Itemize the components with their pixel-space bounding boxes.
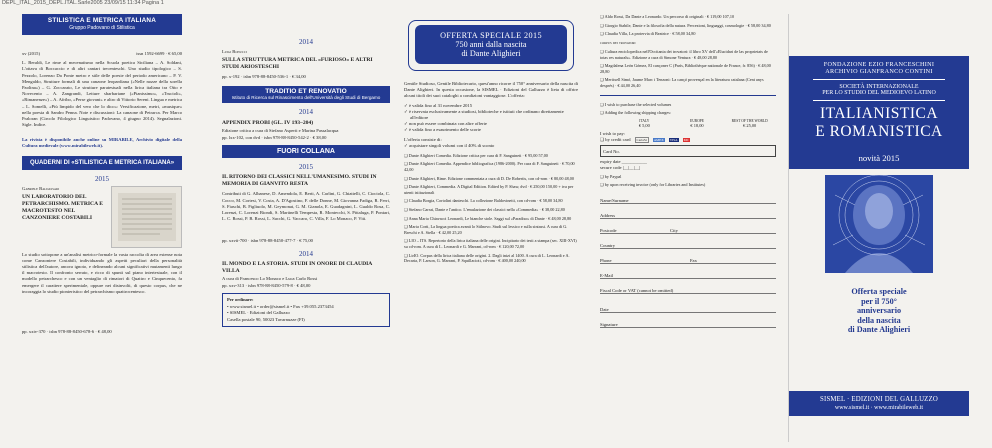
issue-issn: issn 1592-6699 · € 65,00 <box>136 51 182 56</box>
invoice-checkbox[interactable]: ❑ by upon receiving invoice (only for Libraries and Institutes) <box>600 182 706 188</box>
purchase-checkbox[interactable]: ❑ I wish to purchase the selected volumes <box>600 101 672 107</box>
list-item[interactable]: ❑ Dante Alighieri Comedia. Appendice bibliografica (1986-2000). Per cura di F. Sanguineti · € 70,00 42,00 <box>404 161 575 172</box>
list-item[interactable]: ❑ Aldo Rossi, Da Dante a Leonardo. Un percorso di originali · € 119,00 107,10 <box>600 14 735 19</box>
bonucci-title: SULLA STRUTTURA METRICA DEL «FURIOSO» E ALTRI STUDI ARIOSTESCHI <box>222 57 373 71</box>
appendix-subtitle: Edizione critica a cura di Stefano Asperti e Marina Passalacqua <box>222 128 339 133</box>
year-heading-a: 2014 <box>299 38 313 46</box>
date-label: Date <box>600 306 609 312</box>
traditio-box <box>222 86 390 103</box>
list-item[interactable]: ❑ Dante Alighieri Comedia. Edizione critica per cura di F. Sanguineti · € 95,00 57,00 <box>404 152 548 158</box>
stilistica-title-box <box>22 14 182 35</box>
cover-footer <box>789 391 969 416</box>
cover-title-2: E ROMANISTICA <box>815 123 943 140</box>
date-field[interactable] <box>600 300 776 313</box>
fuori-collana-title: FUORI COLLANA <box>277 148 335 156</box>
list-item[interactable]: ❑ Maria Corti, La lingua poetica avanti lo Stilnovo. Studi sul lessico e sulla sintassi. A cura di G. Breschi e A. Stella · € 42,00 25,20 <box>404 224 568 235</box>
fax-label: Fax <box>690 257 697 263</box>
address-label: Address <box>600 212 616 218</box>
offer-anniversary: 750 anni dalla nascita <box>455 40 527 49</box>
traditio-title: TRADITIO ET RENOVATIO <box>265 88 347 96</box>
book-title: UN LABORATORIO DEL PETRARCHISMO. METRICA E MACROTESTO NEL CANZONIERE COSTABILI <box>22 193 103 221</box>
name-field[interactable] <box>600 191 776 204</box>
card-logo: AMEX <box>653 138 664 143</box>
fuori-collana-box <box>222 145 390 158</box>
ship-value-europe[interactable]: € 18,00 <box>690 122 704 128</box>
pay-label: I wish to pay: <box>600 130 626 136</box>
list-item[interactable]: ❑ Dante Alighieri, Rime. Edizione commentata a cura di D. De Robertis, con cd-rom · € 80,00 48,00 <box>404 175 574 181</box>
bonucci-meta: pp. x-192 · isbn 978-88-8450-536-1 · € 34,00 <box>222 74 306 80</box>
appendix-meta: pp. lxx-102, con dvd · isbn 978-88-8450-542-2 · € 38,00 <box>222 135 327 141</box>
offer-condition-2: ✓ è riservata esclusivamente a studiosi, biblioteche e istituti che ordinano direttamente all'editore <box>404 108 564 120</box>
list-item[interactable]: ❑ Giorgio Stabile, Dante e la filosofia della natura. Percezioni, linguaggi, cosmologie · € 58,00 34,80 <box>600 22 771 28</box>
order-box <box>222 293 390 327</box>
offer-title: OFFERTA SPECIALE 2015 <box>440 31 542 40</box>
list-item[interactable]: ❑ Magdalena León Gómez, El cançoner C (París, Bibliothèque nationale de France, fr. 856) · € 48,00 28,80 <box>600 63 771 74</box>
list-item[interactable]: ❑ Cultura enciclopedica nell'Occitania dei trovatori: il libro XV dell'«Elucidari de las proprietats de totas res naturals». Edizione a cura di Simone Ventura · € 48,00 28,80 <box>600 48 768 60</box>
country-field[interactable] <box>600 236 776 249</box>
address-field[interactable] <box>600 206 776 219</box>
traditio-subtitle: Istituto di Ricerca sul Rinascimento dell'Università degli Studi di Bergamo <box>231 95 381 101</box>
list-item[interactable]: ❑ Meritxell Simó, Jaume Marc i Tenzoni: La cançó provençal en la literatura catalana (Cent anys després) · € 44,00 26,40 <box>600 77 764 88</box>
classici-contributors: Contributi di G. Albanese, D. Amendola, E. Berti, A. Carlini, G. Chiattelli, C. Ciociola, C. Cocco, M. Cortesi, V. Costa, A. D'Agostino, F. delle Donne, M. Giovanna Fadiga, R. Ferri, S. Fiaschi, B. Figliuolo, M. Geymonat, G. M. Gianola, E. Guadagnini, L. Gualdo Rosa, C. Lorenzi, C. Lorenzi Biondi, S. Martinelli Tempesta, R. Montecchi, S. Pittaluga, P. Pontari, L. C. Rossi, P. B. Rossi, L. Sacchi, G. Vaccaro, C. Villa, F. Lo Monaco, P. Viti. <box>222 191 390 222</box>
city-label: City <box>670 227 678 233</box>
offer-banner-inner <box>415 25 567 64</box>
quaderni-title: QUADERNI DI «STILISTICA E METRICA ITALIANA» <box>29 159 175 166</box>
quaderni-title-box <box>22 156 182 170</box>
corpus-heading: corpus dei trovatori <box>600 39 636 45</box>
cover-offer-line-3: anniversario <box>856 306 902 316</box>
list-item[interactable]: ❑ Anna Maria Chiavacci Leonardi, Le bianche stole. Saggi sul «Paradiso» di Dante · € 48,00 28,80 <box>404 215 572 221</box>
book-cover-image <box>111 186 182 248</box>
offer-condition-3: ✓ non può essere combinata con altre offerte <box>404 120 487 126</box>
foundation-line-1: FONDAZIONE EZIO FRANCESCHINI <box>823 61 935 68</box>
offer-discount: ✓ acquistare singoli volumi con il 40% di sconto <box>404 142 495 148</box>
offer-banner <box>408 20 574 71</box>
order-publisher: • SISMEL · Edizioni del Galluzzo <box>227 310 290 316</box>
ship-value-italy[interactable]: € 5,00 <box>638 122 650 128</box>
postcode-label: Postcode <box>600 227 617 233</box>
fiscal-code-field[interactable] <box>600 281 776 294</box>
book-description: Lo studio sottopone a un'analisi metrico-formale la vasta raccolta di area estense nota come Canzoniere Costabili, individuando gli aspetti peculiari della personalità stilistica dell'autore, ancora ignoto, e delineando alcuni significativi mutamenti lungo il macrotesto. Il confronto serrato, e ricco di spunti sul piano intertestuale, con il modello petrarchesco e con un ventaglio di rimatori di Quattro e Cinquecento, fa emergere il carattere sperimentale, oppure nei disinvolti, di questo corpus, che ne incoraggia lo studio pionieristico del petrarchismo quattrocentesco. <box>22 251 182 294</box>
publisher-websites[interactable]: www.sismel.it · www.mirabileweb.it <box>834 405 924 411</box>
email-field[interactable] <box>600 266 776 279</box>
email-label: E-Mail <box>600 272 614 278</box>
cover-offer-line-5: di Dante Alighieri <box>847 325 911 335</box>
shipping-table <box>618 119 776 128</box>
dante-portrait-icon <box>825 175 933 273</box>
manuscript-icon <box>112 187 182 247</box>
expiry-field[interactable]: expiry date ___________ <box>600 159 647 165</box>
year-heading-b: 2014 <box>299 108 313 116</box>
list-item[interactable]: ❑ LIO – ITS. Repertorio della lirica italiana delle origini. Incipitario dei testi a stampa (sec. XIII-XVI) su cd-rom. A cura di L. Leonardi e G. Marrani, cd-rom · € 120,00 72,00 <box>404 238 577 249</box>
shipping-checkbox[interactable]: ❑ Adding the following shipping charges: <box>600 110 672 116</box>
publisher-name: SISMEL · EDIZIONI DEL GALLUZZO <box>820 396 938 403</box>
phone-label: Phone <box>600 257 612 263</box>
society-line-1: SOCIETÀ INTERNAZIONALE <box>839 84 919 90</box>
cover-header <box>789 56 969 169</box>
pay-card-checkbox[interactable]: ❑ by credit card <box>600 136 631 142</box>
list-item[interactable]: ❑ Claudia Villa, La protervia di Beatrice · € 58,00 34,80 <box>600 31 696 37</box>
book-meta: pp. xxiv-370 · isbn 978-88-8450-678-6 · € 48,00 <box>22 328 112 334</box>
stilistica-title: STILISTICA E METRICA ITALIANA <box>47 17 157 24</box>
divider <box>600 95 776 96</box>
foundation-line-2: ARCHIVIO GIANFRANCO CONTINI <box>825 68 933 75</box>
cover-offer-text <box>789 287 969 335</box>
society-line-2: PER LO STUDIO DEL MEDIOEVO LATINO <box>822 90 936 96</box>
classici-title: IL RITORNO DEI CLASSICI NELL'UMANESIMO. STUDI IN MEMORIA DI GIANVITO RESTA <box>222 174 377 188</box>
column-cover <box>788 14 969 442</box>
ship-head-italy: ITALY <box>639 118 650 123</box>
offer-intro: Gentile Studioso, Gentile Bibliotecario, quest'anno ricorre il 750° anniversario della nascita di Dante Alighieri. In questa occasione, la SISMEL · Edizioni del Galluzzo è lieta di offrire alcuni titoli dei suoi cataloghi a condizioni vantaggiose. L'offerta: <box>404 81 578 99</box>
offer-dante: di Dante Alighieri <box>461 49 521 58</box>
signature-label: Signature <box>600 321 618 327</box>
cover-offer-line-2: per il 750° <box>861 296 897 306</box>
order-contacts[interactable]: • www.sismel.it • order@sismel.it • Fax +39.055.2373454 <box>227 304 334 310</box>
card-number-label: Card No. <box>603 148 620 154</box>
list-item[interactable]: ❑ LirIO. Corpus della lirica italiana delle origini. 2. Dagli inizi al 1400. A cura di L. Leonardi e A. Decaria, P. Larson, G. Marrani, P. Squillacioti, cd-rom · € 400,00 240,00 <box>404 252 570 264</box>
offer-condition-4: ✓ è valida fino a esaurimento delle scorte <box>404 126 481 132</box>
cover-title-1: ITALIANISTICA <box>819 105 939 122</box>
cover-offer-line-1: Offerta speciale <box>851 287 907 296</box>
ship-head-europe: EUROPE <box>690 118 704 123</box>
card-logo: VISA <box>669 138 678 143</box>
book-author: Gabriele Baldassari <box>22 185 60 191</box>
country-label: Country <box>600 242 616 248</box>
quaderni-year: 2015 <box>95 174 109 183</box>
column-offer <box>404 14 578 442</box>
cover-offer-line-4: della nascita <box>857 315 901 325</box>
order-address: Casella postale 90, 50023 Tavarnuzze (FI) <box>227 316 305 322</box>
ship-head-world: REST OF THE WORLD <box>731 118 768 123</box>
year-heading-c: 2015 <box>299 163 313 172</box>
stilistica-subtitle: Gruppo Padovano di Stilistica <box>69 25 135 31</box>
bonucci-author: Luigi Bonucci <box>222 49 247 54</box>
column-order-form <box>600 14 776 442</box>
dante-title-list <box>404 153 578 264</box>
year-heading-d: 2014 <box>299 249 313 258</box>
list-item[interactable]: ❑ Dante Alighieri, Commedia. A Digital Edition. Edited by P. Shaw, dvd · € 250,00 150,00 + iva per utenti istituzionali <box>404 184 574 195</box>
column-stilistica <box>22 14 182 442</box>
list-item[interactable]: ❑ Claudia Borgia, Cortolini danteschi. La collezione Baldovinetti, con cd-rom · € 58,00 34,80 <box>404 198 563 204</box>
offer-condition-1: ✓ è valida fino al 31 novembre 2015 <box>404 102 473 108</box>
phone-fax-field[interactable] <box>600 251 776 264</box>
villa-title: IL MONDO E LA STORIA. STUDI IN ONORE DI CLAUDIA VILLA <box>222 260 373 274</box>
issue-number: xv (2015) <box>22 51 40 56</box>
offer-consists: L'offerta consiste di: <box>404 136 442 142</box>
issue-contents: L. Beraldi, Le rime al mecenatismo nella Scuola poetica Siciliana – A. Soldani, L'ottava di Boccaccio e di altri cantari trecenteschi. Uno studio tipologico – S. Pezzolo, Lorenzo Da Ponte metro e stile delle poesie del periodo americano – P. V. Mengaldo, Strutture formali di una canzone leopardiana («Nelle nozze della sorella Paolina») – G. Zoccarato, Le strutture paratestuali nella lirica italiana tra Otto e Novecento – A. Zangrandi, Letture sbarbariane («Pianissimo», «Trucioli», «Rimanenze») – A. Afribo, «Perse giovani» e altro di Vittorio Sereni. Lingua e metrica – L. Somelli, «Più limpido del vero che lo dico»: Versificazione, metri, «musique» nella poesia di Sandro Penna. Note e discussioni: La canzone di Petrarca. Per Marco Praloran (Circolo Filologico Linguistico Padovano, 4 giugno 2014). Segnalazioni. Sigle. Indice. <box>22 60 182 128</box>
villa-editors: A cura di Francesco Lo Monaco e Luca Carlo Rossi <box>222 275 318 281</box>
security-code-field[interactable]: secure code |__|__|__| <box>600 165 641 171</box>
cover-novita: novità 2015 <box>858 153 900 163</box>
card-logo: MC <box>683 138 689 143</box>
paypal-checkbox[interactable]: ❑ by Paypal <box>600 173 622 179</box>
name-label: Name/Surname <box>600 197 629 203</box>
ship-value-world[interactable]: € 25,00 <box>743 122 757 128</box>
appendix-title: APPENDIX PROBI (GL. IV 193–204) <box>222 120 314 126</box>
dante-portrait-image <box>825 175 933 273</box>
postcode-city-field[interactable] <box>600 221 776 234</box>
villa-meta: pp. xxv-313 · isbn 978-88-8450-579-8 · € 48,00 <box>222 282 311 288</box>
list-item[interactable]: ❑ Stefano Carrai, Dante e l'antico. L'emulazione dei classici nella «Commedia» · € 38,00 22,80 <box>404 206 565 212</box>
column-collections <box>222 14 390 442</box>
fiscal-label: Fiscal Code or VAT (cannot be omitted) <box>600 287 674 293</box>
signature-field[interactable] <box>600 315 776 328</box>
online-note: La rivista è disponibile anche online su MIRABILE, Archivio digitale della Cultura medievale (www.mirabileweb.it). <box>22 137 182 149</box>
printer-header-line: DEPL_ITAL_2015_DEPL.ITAL.Sarle2005 23/09/15 11:34 Pagina 1 <box>2 0 164 6</box>
card-number-field[interactable] <box>600 145 776 157</box>
classici-meta: pp. xxvii-700 · isbn 978-88-8450-477-7 · € 75,00 <box>222 238 313 244</box>
order-title: Per ordinare: <box>227 297 254 303</box>
card-logo: CartaSi <box>636 138 647 143</box>
